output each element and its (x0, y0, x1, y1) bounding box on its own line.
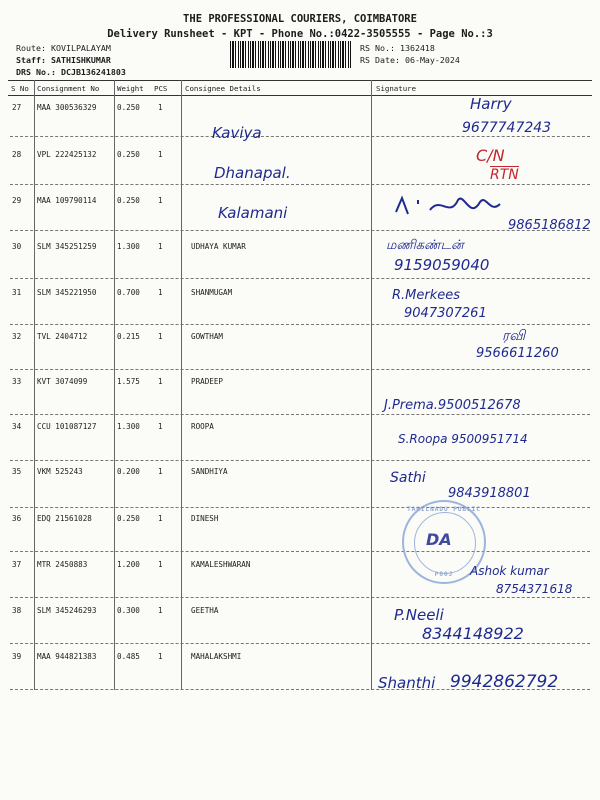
stamp-signature: DA (426, 530, 452, 549)
signature: P.Neeli (394, 606, 444, 624)
signature: ரவி (502, 328, 526, 344)
staff-label: Staff: SATHISHKUMAR (16, 55, 111, 65)
signature-phone: 9566611260 (476, 346, 559, 361)
signature-phone: 8754371618 (496, 582, 573, 596)
col-signature: Signature (376, 84, 417, 93)
col-consignee: Consignee Details (185, 84, 261, 93)
handwritten-consignee: Kalamani (218, 204, 288, 222)
barcode (230, 41, 352, 68)
signature: J.Prema.9500512678 (384, 398, 521, 413)
handwritten-consignee: Kaviya (212, 124, 262, 142)
signature-phone: 8344148922 (422, 624, 524, 643)
runsheet-subtitle: Delivery Runsheet - KPT - Phone No.:0422-3505555 - Page No.:3 (107, 28, 493, 40)
col-sno: S No (11, 84, 29, 93)
drs-number: DRS No.: DCJB136241803 (16, 67, 126, 77)
rs-number: RS No.: 1362418 (360, 43, 435, 53)
signature: R.Merkees (392, 288, 461, 303)
table-top-border (8, 80, 592, 81)
return-mark: C/N (476, 146, 505, 165)
signature: Sathi (390, 470, 426, 486)
signature: Shanthi (378, 674, 436, 692)
signature-phone: 9677747243 (462, 120, 552, 136)
signature-phone: 9942862792 (450, 672, 559, 692)
signature-phone: 9159059040 (394, 256, 490, 274)
signature-phone: 9843918801 (448, 486, 531, 501)
signature: Ashok kumar (470, 564, 549, 578)
handwritten-consignee: Dhanapal. (214, 164, 291, 182)
signature: Harry (470, 95, 512, 113)
signature-phone: 9865186812 (508, 218, 591, 233)
rs-date: RS Date: 06-May-2024 (360, 55, 460, 65)
signature-phone: 9047307261 (404, 306, 487, 321)
route-label: Route: KOVILPALAYAM (16, 43, 111, 53)
col-pcs: PCS (154, 84, 168, 93)
return-mark-rtn: RTN (490, 167, 519, 183)
col-consignment: Consignment No (37, 84, 100, 93)
delivery-stamp: TAMILNADU PUBLIC DA POOJ (402, 500, 486, 584)
signature: மணிகண்டன் (386, 238, 464, 253)
col-weight: Weight (117, 84, 144, 93)
signature: S.Roopa 9500951714 (398, 432, 528, 446)
runsheet-title: THE PROFESSIONAL COURIERS, COIMBATORE (183, 13, 417, 25)
